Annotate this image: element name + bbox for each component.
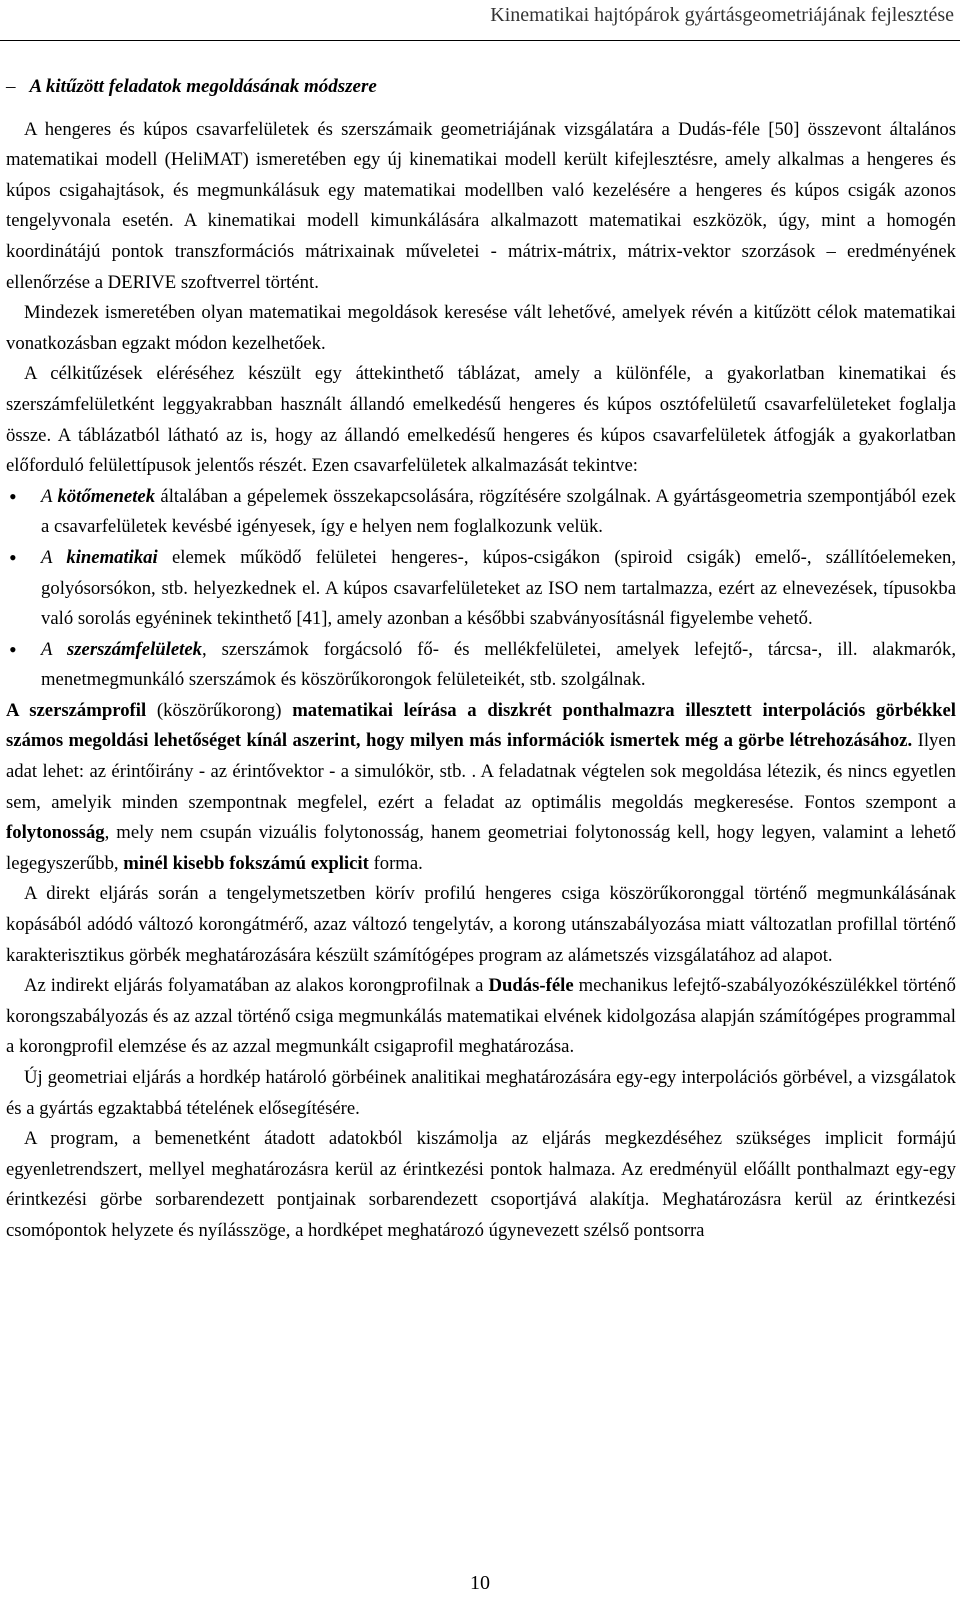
- bullet-text: elemek működő felületei hengeres-, kúpos-csigákon (spiroid csigák) emelő-, szállítóelemeken, golyósorsókon, stb. helyezkednek el. A kúpos csavarfelületeket az ISO nem tartalmazza, ezért az elnevezések, típusokba való sorolás egyéninek tekinthető [41], amely azonban a későbbi szabványosításnál figyelembe vehető.: [41, 546, 957, 630]
- bullet-term: kinematikai: [66, 546, 158, 568]
- text-run: Ilyen adat lehet: az érintőirány - az érintővektor - a simulókör, stb. . A feladatnak végtelen sok megoldása létezik, és nincs egyetlen sem, amelyik minden szempontnak megfelel, ezért a feladat az optimális megoldás megkeresése. Fontos szempont a: [6, 730, 956, 813]
- paragraph-5: A direkt eljárás során a tengelymetszetben körív profilú hengeres csiga köszörűkoronggal történő megmunkálásának kopásából adódó változó korongátmérő, azaz változó tengelytáv, a korong utánszabályozása miatt változatlan profillal történő karakterisztikus görbék meghatározására készült számítógépes program az alámetszés vizsgálatához ad alapot.: [6, 883, 956, 966]
- emphasis: minél kisebb fokszámú explicit: [123, 852, 369, 874]
- text-run: , mely nem csupán vizuális folytonosság, hanem geometriai folytonosság kell, hogy legyen, valamint a lehető legegyszerűbb,: [6, 822, 956, 874]
- emphasis: matematikai leírása a diszkrét ponthalmazra illesztett interpolációs görbékkel számos megoldási lehetőséget kínál aszerint, hogy milyen más információk ismertek még a görbe létrehozásához.: [6, 699, 956, 752]
- text-run: (köszörűkorong): [146, 699, 293, 721]
- heading-dash: –: [6, 76, 16, 97]
- bullet-term: kötőmenetek: [57, 485, 156, 507]
- bullet-lead: A: [41, 485, 58, 507]
- emphasis: A szerszámprofil: [6, 699, 147, 721]
- text-run: forma.: [368, 852, 423, 874]
- bullet-lead: A: [41, 638, 68, 660]
- bullet-text: általában a gépelemek összekapcsolására, rögzítésére szolgálnak. A gyártásgeometria szempontjából ezek a csavarfelületek kevésbé igényesek, így e helyen nem foglalkozunk velük.: [41, 485, 957, 538]
- running-header: Kinematikai hajtópárok gyártásgeometriájának fejlesztése: [490, 4, 954, 26]
- emphasis: folytonosság: [6, 822, 105, 844]
- page-body: [6, 72, 956, 1247]
- bullet-text: , szerszámok forgácsoló fő- és mellékfelületei, amelyek lefejtő-, tárcsa-, ill. alakmarók, menetmegmunkáló szerszámok és köszörűkorongok felületeikét, stb. szolgálnak.: [41, 638, 956, 691]
- section-heading: [6, 72, 956, 103]
- bullet-item-szerszamfeluletek: [41, 635, 956, 696]
- paragraph-4: [6, 696, 956, 880]
- page-number: 10: [470, 1572, 490, 1594]
- paragraph-2: Mindezek ismeretében olyan matematikai megoldások keresése vált lehetővé, amelyek révén a kitűzött célok matematikai vonatkozásban egzakt módon kezelhetőek.: [6, 302, 956, 354]
- text-run: mechanikus lefejtő-szabályozókészülékkel történő korongszabályozás és az azzal történő csiga megmunkálás matematikai elvének kidolgozása alapján számítógépes programmal a korongprofil elemzése és az azzal megmunkált csigaprofil meghatározása.: [6, 975, 956, 1058]
- bullet-lead: A: [41, 546, 67, 568]
- bullet-item-kinematikai: [41, 543, 956, 635]
- section-heading-text: A kitűzött feladatok megoldásának módszere: [29, 76, 377, 97]
- paragraph-8: A program, a bemenetként átadott adatokból kiszámolja az eljárás megkezdéséhez szükséges implicit formájú egyenletrendszert, mellyel meghatározásra kerül az érintkezési pontok halmaza. Az eredményül előállt ponthalmazt egy-egy érintkezési görbe sorbarendezett pontjainak sorbarendezett csoportjává alakítja. Meghatározásra kerül az érintkezési csomópontok helyzete és nyílásszöge, a hordképet meghatározó úgynevezett szélső pontsorra: [6, 1128, 956, 1241]
- text-run: Az indirekt eljárás folyamatában az alakos korongprofilnak a: [24, 975, 489, 997]
- paragraph-1: A hengeres és kúpos csavarfelületek és szerszámaik geometriájának vizsgálatára a Dudás-féle [50] összevont általános matematikai modell (HeliMAT) ismeretében egy új kinematikai modell került kifejlesztésre, amely alkalmas a hengeres és kúpos csigahajtások, és megmunkálásuk egy matematikai modellben való kezelésére a hengeres és kúpos csigák azonos tengelyvonala esetén. A kinematikai modell kimunkálására alkalmazott matematikai eszközök, úgy, mint a homogén koordinátájú pontok transzformációs mátrixainak műveletei - mátrix-mátrix, mátrix-vektor szorzások – eredményének ellenőrzése a DERIVE szoftverrel történt.: [6, 118, 956, 293]
- paragraph-6: [6, 971, 956, 1063]
- paragraph-3: A célkitűzések eléréséhez készült egy áttekinthető táblázat, amely a különféle, a gyakorlatban kinematikai és szerszámfelületként leggyakrabban használt állandó emelkedésű hengeres és kúpos osztófelületű csavarfelületeket foglalja össze. A táblázatból látható az is, hogy az állandó emelkedésű hengeres és kúpos csavarfelületek átfogják a gyakorlatban előforduló felülettípusok jelentős részét. Ezen csavarfelületek alkalmazását tekintve:: [6, 363, 956, 477]
- bullet-list: [6, 482, 956, 696]
- header-rule: [0, 40, 960, 41]
- bullet-term: szerszámfelületek: [67, 638, 202, 660]
- emphasis: Dudás-féle: [488, 975, 574, 997]
- paragraph-7: Új geometriai eljárás a hordkép határoló görbéinek analitikai meghatározására egy-egy interpolációs görbével, a vizsgálatok és a gyártás egzaktabbá tételének elősegítésére.: [6, 1067, 956, 1119]
- bullet-item-kotomenetek: [41, 482, 956, 543]
